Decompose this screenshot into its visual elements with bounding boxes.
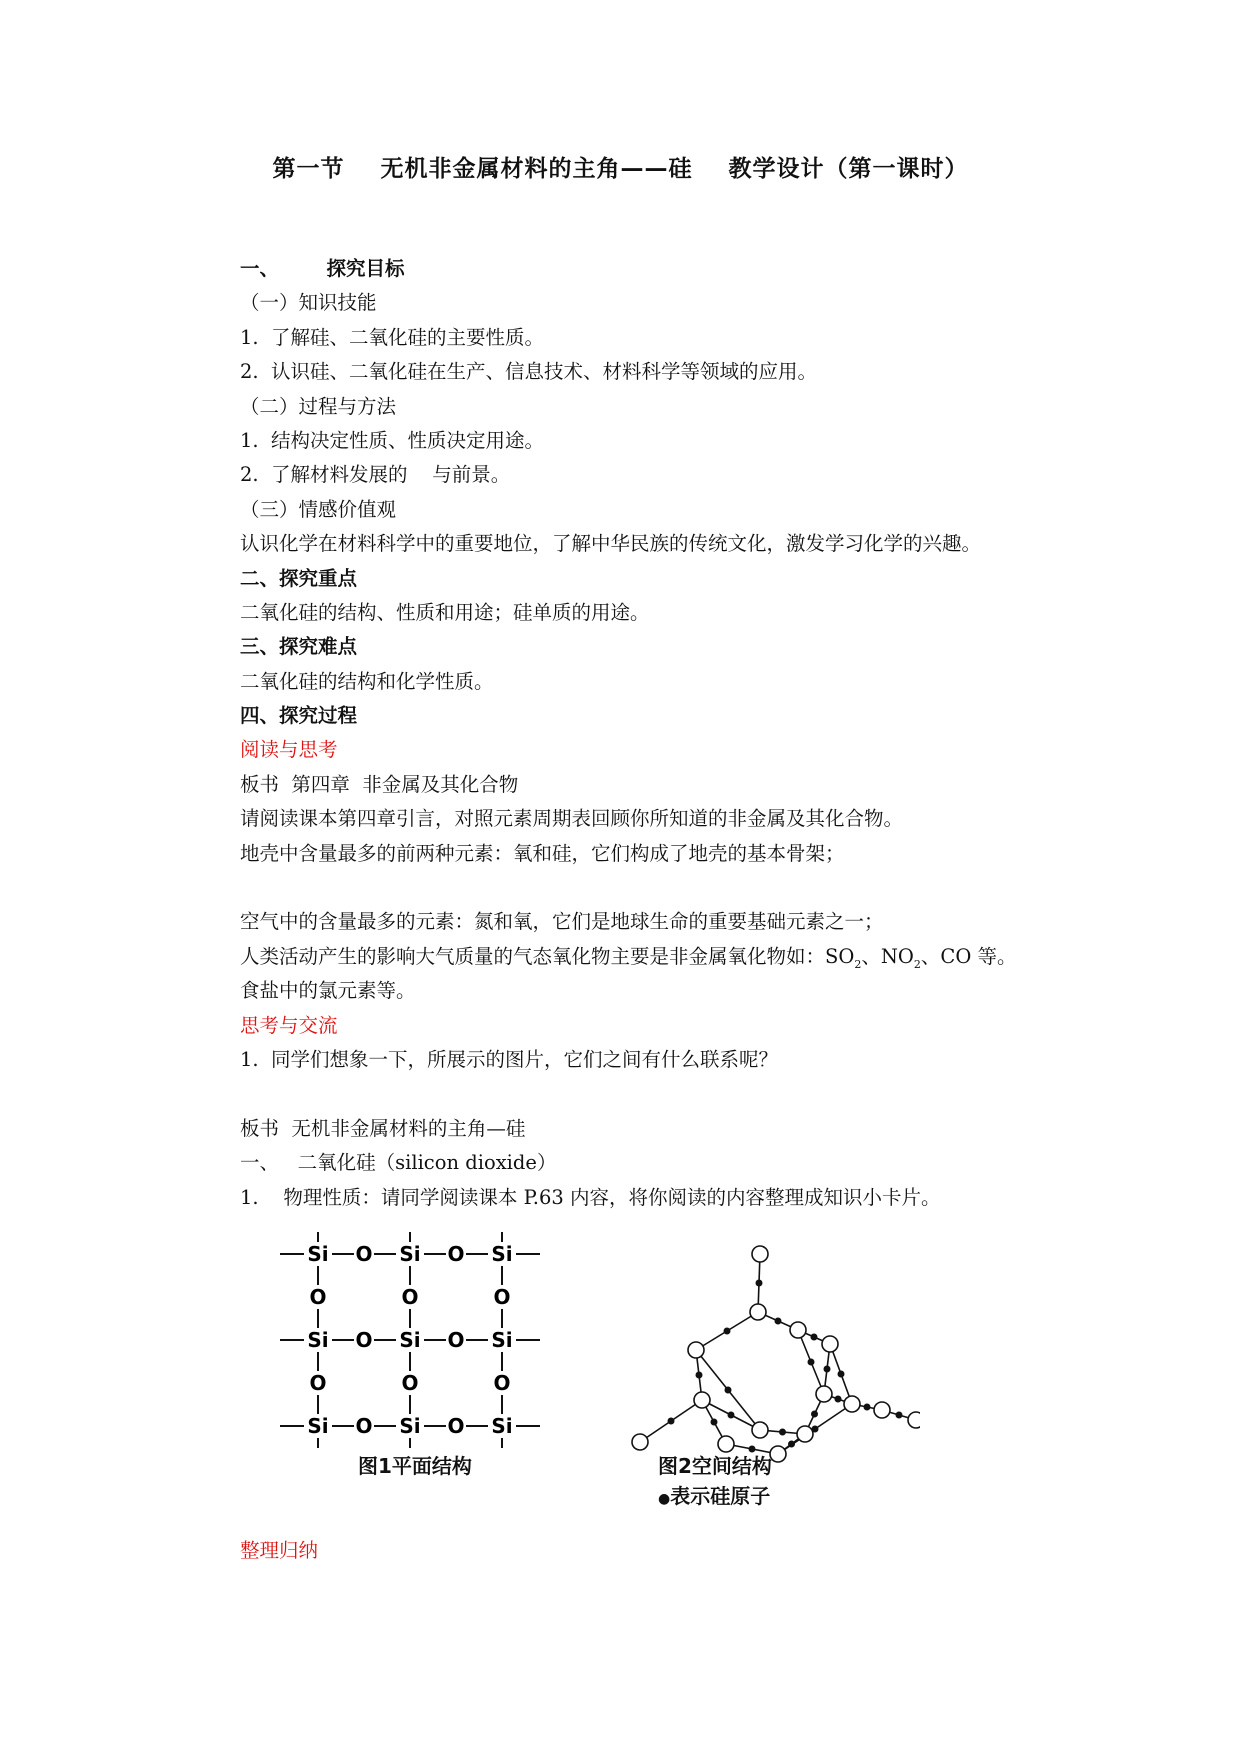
silicon-atom-dot	[811, 1334, 818, 1341]
o-atom-label: O	[309, 1285, 327, 1309]
silicon-atom-dot	[838, 1371, 845, 1378]
paragraph-oxides	[240, 940, 1100, 974]
activity-label-read-think: 阅读与思考	[240, 738, 338, 762]
list-item: 2. 认识硅、二氧化硅在生产、信息技术、材料科学等领域的应用。	[240, 360, 818, 384]
paragraph: 二氧化硅的结构和化学性质。	[240, 669, 494, 693]
si-atom-label: Si	[491, 1328, 513, 1352]
o-atom-label: O	[493, 1285, 511, 1309]
silicon-atom-dot	[896, 1412, 903, 1419]
section-heading-goals: 一、 探究目标	[240, 257, 405, 280]
o-atom-label: O	[355, 1328, 373, 1352]
section-heading-process: 四、探究过程	[240, 704, 358, 728]
oxygen-atom-circle	[752, 1422, 768, 1438]
si-atom-label: Si	[307, 1242, 329, 1266]
o-atom-label: O	[447, 1242, 465, 1266]
list-item: 1. 结构决定性质、性质决定用途。	[240, 428, 545, 452]
o-atom-label: O	[447, 1414, 465, 1438]
si-atom-label: Si	[307, 1414, 329, 1438]
page-title: 第一节 无机非金属材料的主角——硅 教学设计（第一课时）	[272, 156, 969, 182]
oxygen-atom-circle	[790, 1322, 806, 1338]
silica-structure-figure	[240, 1222, 920, 1522]
legend-label: 表示硅原子	[670, 1484, 771, 1508]
subscript: 2	[913, 957, 921, 971]
silicon-atom-marker-icon: ●	[658, 1491, 671, 1507]
silicon-atom-dot	[779, 1429, 786, 1436]
si-atom-label: Si	[491, 1414, 513, 1438]
oxygen-atom-circle	[816, 1386, 832, 1402]
silicon-atom-dot	[824, 1366, 831, 1373]
list-item: 1. 了解硅、二氧化硅的主要性质。	[240, 325, 545, 349]
spatial-structure-diagram	[632, 1246, 920, 1462]
section-heading-difficulties: 三、探究难点	[240, 635, 358, 659]
si-atom-label: Si	[399, 1328, 421, 1352]
text-run: 、NO	[861, 944, 914, 968]
silicon-atom-dot	[756, 1280, 763, 1287]
si-atom-label: Si	[491, 1242, 513, 1266]
paragraph: 食盐中的氯元素等。	[240, 979, 416, 1003]
o-atom-label: O	[447, 1328, 465, 1352]
oxygen-atom-circle	[908, 1412, 920, 1428]
silicon-atom-dot	[864, 1404, 871, 1411]
oxygen-atom-circle	[822, 1336, 838, 1352]
o-atom-label: O	[309, 1371, 327, 1395]
oxygen-atom-circle	[752, 1246, 768, 1262]
subheading-values: （三）情感价值观	[240, 497, 397, 521]
si-atom-label: Si	[399, 1414, 421, 1438]
oxygen-atom-circle	[632, 1434, 648, 1450]
silicon-atom-dot	[775, 1318, 782, 1325]
document-body	[240, 252, 1100, 1215]
board-note: 板书 第四章 非金属及其化合物	[240, 772, 519, 796]
oxygen-atom-circle	[688, 1342, 704, 1358]
silicon-atom-dot	[725, 1387, 732, 1394]
silicon-atom-dot	[696, 1372, 703, 1379]
board-note: 板书 无机非金属材料的主角—硅	[240, 1116, 526, 1140]
paragraph: 地壳中含量最多的前两种元素：氧和硅，它们构成了地壳的基本骨架；	[240, 841, 845, 865]
list-item: 1. 物理性质：请同学阅读课本 P.63 内容，将你阅读的内容整理成知识小卡片。	[240, 1185, 941, 1209]
o-atom-label: O	[401, 1285, 419, 1309]
figure1-caption: 图1平面结构	[358, 1454, 472, 1478]
structure-diagrams	[240, 1222, 920, 1522]
o-atom-label: O	[355, 1242, 373, 1266]
subscript: 2	[854, 957, 862, 971]
silicon-atom-dot	[811, 1411, 818, 1418]
o-atom-label: O	[355, 1414, 373, 1438]
oxygen-atom-circle	[770, 1446, 786, 1462]
subheading-process: （二）过程与方法	[240, 394, 397, 418]
figure2-caption: 图2空间结构	[658, 1454, 772, 1478]
text-run: 人类活动产生的影响大气质量的气态氧化物主要是非金属氧化物如：SO	[240, 944, 855, 968]
text-run: 、CO 等。	[920, 944, 1017, 968]
si-atom-label: Si	[399, 1242, 421, 1266]
subheading-knowledge: （一）知识技能	[240, 291, 377, 315]
planar-structure-diagram	[280, 1232, 540, 1448]
paragraph: 认识化学在材料科学中的重要地位，了解中华民族的传统文化，激发学习化学的兴趣。	[240, 532, 982, 556]
paragraph: 空气中的含量最多的元素：氮和氧，它们是地球生命的重要基础元素之一；	[240, 910, 884, 934]
oxygen-atom-circle	[797, 1426, 813, 1442]
o-atom-label: O	[493, 1371, 511, 1395]
list-item: 1. 同学们想象一下，所展示的图片，它们之间有什么联系呢？	[240, 1047, 779, 1071]
silicon-atom-dot	[728, 1412, 735, 1419]
section-heading-key-points: 二、探究重点	[240, 566, 358, 590]
si-atom-label: Si	[307, 1328, 329, 1352]
oxygen-atom-circle	[750, 1304, 766, 1320]
figure2-legend	[658, 1480, 770, 1509]
list-item: 2. 了解材料发展的 与前景。	[240, 463, 511, 487]
oxygen-atom-circle	[874, 1402, 890, 1418]
silicon-atom-dot	[808, 1359, 815, 1366]
o-atom-label: O	[401, 1371, 419, 1395]
spacer	[240, 871, 1100, 905]
silicon-atom-dot	[711, 1419, 718, 1426]
silicon-atom-dot	[724, 1328, 731, 1335]
silicon-atom-dot	[835, 1396, 842, 1403]
activity-label-think-exchange: 思考与交流	[240, 1013, 338, 1037]
spacer	[240, 1077, 1100, 1111]
paragraph: 请阅读课本第四章引言，对照元素周期表回顾你所知道的非金属及其化合物。	[240, 807, 904, 831]
silicon-atom-dot	[668, 1418, 675, 1425]
paragraph: 二氧化硅的结构、性质和用途；硅单质的用途。	[240, 600, 650, 624]
oxygen-atom-circle	[694, 1392, 710, 1408]
activity-label-summary: 整理归纳	[240, 1539, 319, 1562]
oxygen-atom-circle	[844, 1396, 860, 1412]
section-heading-sio2: 一、 二氧化硅（silicon dioxide）	[240, 1151, 557, 1175]
